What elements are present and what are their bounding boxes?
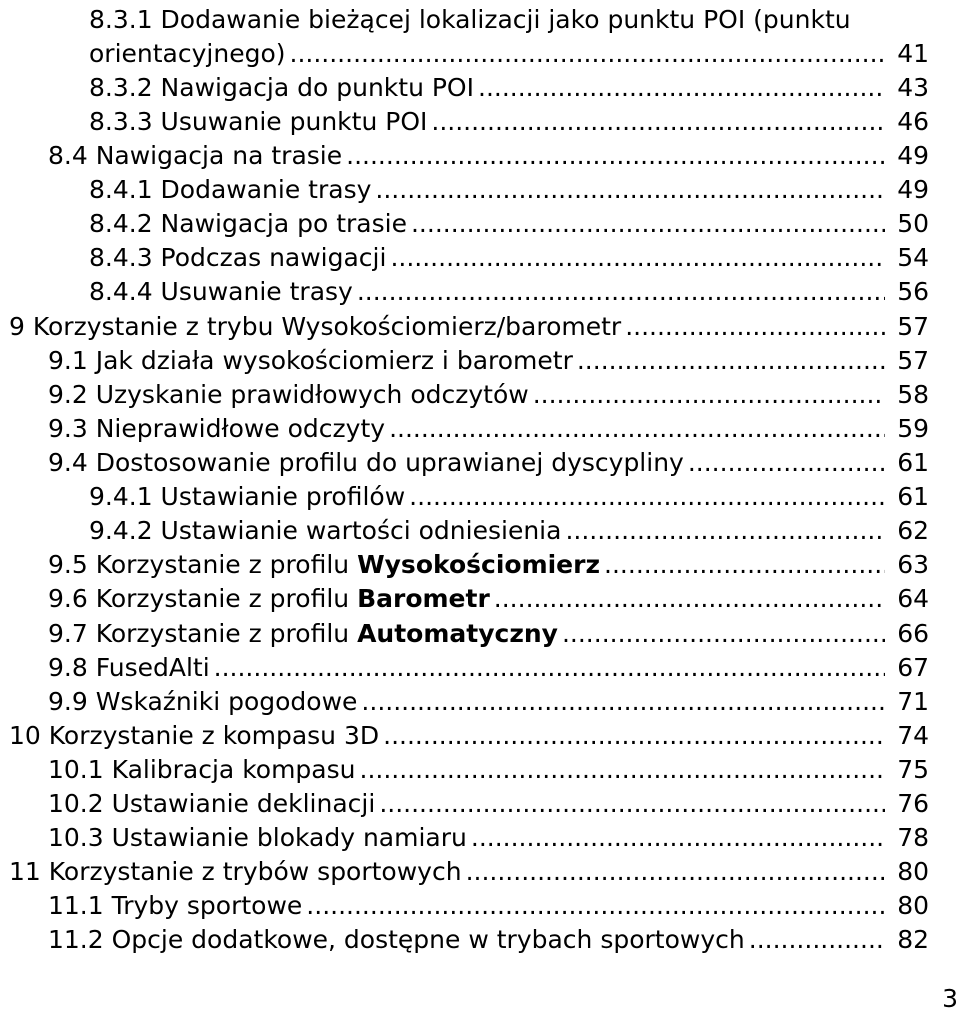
toc-entry-title-plain: 9.5 Korzystanie z profilu: [48, 550, 358, 579]
toc-leader-dots: [383, 719, 885, 753]
toc-entry-9-9[interactable]: [48, 685, 929, 719]
toc-leader-dots: [577, 344, 885, 378]
toc-entry-9-5[interactable]: [48, 548, 929, 582]
toc-leader-dots: [214, 651, 885, 685]
toc-entry-title: 11.1 Tryby sportowe: [48, 891, 303, 920]
toc-leader-dots: [409, 480, 885, 514]
toc-entry-title: 10.1 Kalibracja kompasu: [48, 755, 356, 784]
toc-leader-dots: [290, 37, 886, 71]
toc-leader-dots: [357, 275, 885, 309]
toc-entry-title-bold: Barometr: [357, 584, 490, 613]
toc-entry-page: 61: [897, 482, 929, 511]
toc-entry-page: 74: [897, 721, 929, 750]
toc-entry-page: 49: [897, 141, 929, 170]
toc-entry-title: 9.4 Dostosowanie profilu do uprawianej dyscypliny: [48, 448, 684, 477]
toc-leader-dots: [688, 446, 885, 480]
toc-leader-dots: [361, 685, 885, 719]
toc-entry-title: 10.2 Ustawianie deklinacji: [48, 789, 376, 818]
toc-entry-title: 9.4.1 Ustawianie profilów: [89, 482, 406, 511]
toc-entry-8-4-3[interactable]: [89, 241, 929, 275]
toc-entry-page: 75: [897, 755, 929, 784]
toc-entry-page: 50: [897, 209, 929, 238]
toc-entry-title: 10 Korzystanie z kompasu 3D: [9, 721, 380, 750]
toc-entry-page: 64: [897, 584, 929, 613]
toc-entry-9-7[interactable]: [48, 617, 929, 651]
toc-entry-9-8[interactable]: [48, 651, 929, 685]
toc-entry-title: [48, 582, 490, 616]
toc-entry-8-4-1[interactable]: [89, 173, 929, 207]
toc-entry-9-2[interactable]: [48, 378, 929, 412]
toc-entry-title: 8.4.1 Dodawanie trasy: [89, 175, 372, 204]
toc-entry-title-bold: Wysokościomierz: [357, 550, 601, 579]
toc-entry-page: 76: [897, 789, 929, 818]
toc-entry-page: 43: [897, 73, 929, 102]
toc-entry-title: 10.3 Ustawianie blokady namiaru: [48, 823, 467, 852]
toc-entry-11-2[interactable]: [48, 923, 929, 957]
toc-entry-9-1[interactable]: [48, 344, 929, 378]
toc-entry-11[interactable]: [9, 855, 929, 889]
toc-entry-10-2[interactable]: [48, 787, 929, 821]
toc-entry-page: 67: [897, 653, 929, 682]
toc-entry-title-plain: 9.6 Korzystanie z profilu: [48, 584, 358, 613]
toc-entry-8-3-1[interactable]: [89, 37, 929, 71]
toc-entry-9-4-2[interactable]: [89, 514, 929, 548]
toc-entry-title: 9.3 Nieprawidłowe odczyty: [48, 414, 386, 443]
toc-entry-page: 78: [897, 823, 929, 852]
toc-leader-dots: [625, 310, 885, 344]
toc-entry-title: 9.1 Jak działa wysokościomierz i barometr: [48, 346, 573, 375]
toc-leader-dots: [431, 105, 885, 139]
toc-entry-8-4[interactable]: [48, 139, 929, 173]
toc-entry-10-3[interactable]: [48, 821, 929, 855]
toc-leader-dots: [466, 855, 885, 889]
toc-entry-9-4[interactable]: [48, 446, 929, 480]
toc-leader-dots: [379, 787, 885, 821]
toc-leader-dots: [562, 617, 885, 651]
toc-entry-title: 8.3.2 Nawigacja do punktu POI: [89, 73, 474, 102]
toc-entry-title: 11 Korzystanie z trybów sportowych: [9, 857, 462, 886]
toc-entry-title: 8.4 Nawigacja na trasie: [48, 141, 343, 170]
toc-entry-page: 46: [897, 107, 929, 136]
toc-leader-dots: [346, 139, 885, 173]
toc-entry-8-3-1-line-1: 8.3.1 Dodawanie bieżącej lokalizacji jako punktu POI (punktu: [89, 5, 851, 34]
toc-leader-dots: [471, 821, 885, 855]
toc-entry-page: 59: [897, 414, 929, 443]
toc-entry-8-4-2[interactable]: [89, 207, 929, 241]
toc-entry-10[interactable]: [9, 719, 929, 753]
toc-entry-page: 61: [897, 448, 929, 477]
toc-entry-page: 57: [897, 312, 929, 341]
toc-entry-page: 49: [897, 175, 929, 204]
toc-entry-title: 8.4.4 Usuwanie trasy: [89, 277, 353, 306]
toc-leader-dots: [565, 514, 885, 548]
toc-entry-title: 11.2 Opcje dodatkowe, dostępne w trybach sportowych: [48, 925, 745, 954]
toc-entry-page: 62: [897, 516, 929, 545]
toc-entry-title: [48, 617, 558, 651]
toc-leader-dots: [306, 889, 885, 923]
toc-leader-dots: [375, 173, 885, 207]
toc-entry-9-4-1[interactable]: [89, 480, 929, 514]
toc-entry-title-bold: Automatyczny: [357, 619, 558, 648]
toc-entry-9[interactable]: [9, 310, 929, 344]
toc-entry-page: 63: [897, 550, 929, 579]
toc-entry-page: 80: [897, 891, 929, 920]
toc-entry-8-3-3[interactable]: [89, 105, 929, 139]
toc-entry-page: 58: [897, 380, 929, 409]
toc-leader-dots: [411, 207, 885, 241]
toc-entry-title: [48, 548, 600, 582]
toc-entry-title: 9.4.2 Ustawianie wartości odniesienia: [89, 516, 562, 545]
toc-leader-dots: [389, 412, 885, 446]
toc-entry-title: 8.4.3 Podczas nawigacji: [89, 243, 387, 272]
toc-entry-11-1[interactable]: [48, 889, 929, 923]
toc-entry-page: 80: [897, 857, 929, 886]
toc-entry-8-3-2[interactable]: [89, 71, 929, 105]
toc-entry-title: 8.3.3 Usuwanie punktu POI: [89, 107, 428, 136]
toc-leader-dots: [749, 923, 885, 957]
toc-entry-title: 9.2 Uzyskanie prawidłowych odczytów: [48, 380, 529, 409]
toc-entry-page: 66: [897, 619, 929, 648]
toc-entry-10-1[interactable]: [48, 753, 929, 787]
toc-leader-dots: [478, 71, 885, 105]
toc-entry-page: 57: [897, 346, 929, 375]
toc-entry-page: 41: [897, 39, 929, 68]
toc-leader-dots: [390, 241, 885, 275]
toc-entry-page: 56: [897, 277, 929, 306]
toc-entry-page: 54: [897, 243, 929, 272]
toc-entry-9-6[interactable]: [48, 582, 929, 616]
toc-entry-title: 9.8 FusedAlti: [48, 653, 210, 682]
toc-leader-dots: [494, 582, 885, 616]
toc-leader-dots: [604, 548, 885, 582]
toc-leader-dots: [533, 378, 885, 412]
toc-entry-title: 9 Korzystanie z trybu Wysokościomierz/barometr: [9, 312, 622, 341]
toc-entry-9-3[interactable]: [48, 412, 929, 446]
toc-entry-title: 9.9 Wskaźniki pogodowe: [48, 687, 358, 716]
toc-entry-page: 71: [897, 687, 929, 716]
page-number: 3: [942, 984, 958, 1013]
toc-leader-dots: [360, 753, 886, 787]
toc-entry-8-4-4[interactable]: [89, 275, 929, 309]
toc-entry-page: 82: [897, 925, 929, 954]
toc-entry-title-plain: 9.7 Korzystanie z profilu: [48, 619, 358, 648]
toc-entry-title: orientacyjnego): [89, 39, 286, 68]
toc-entry-title: 8.4.2 Nawigacja po trasie: [89, 209, 407, 238]
